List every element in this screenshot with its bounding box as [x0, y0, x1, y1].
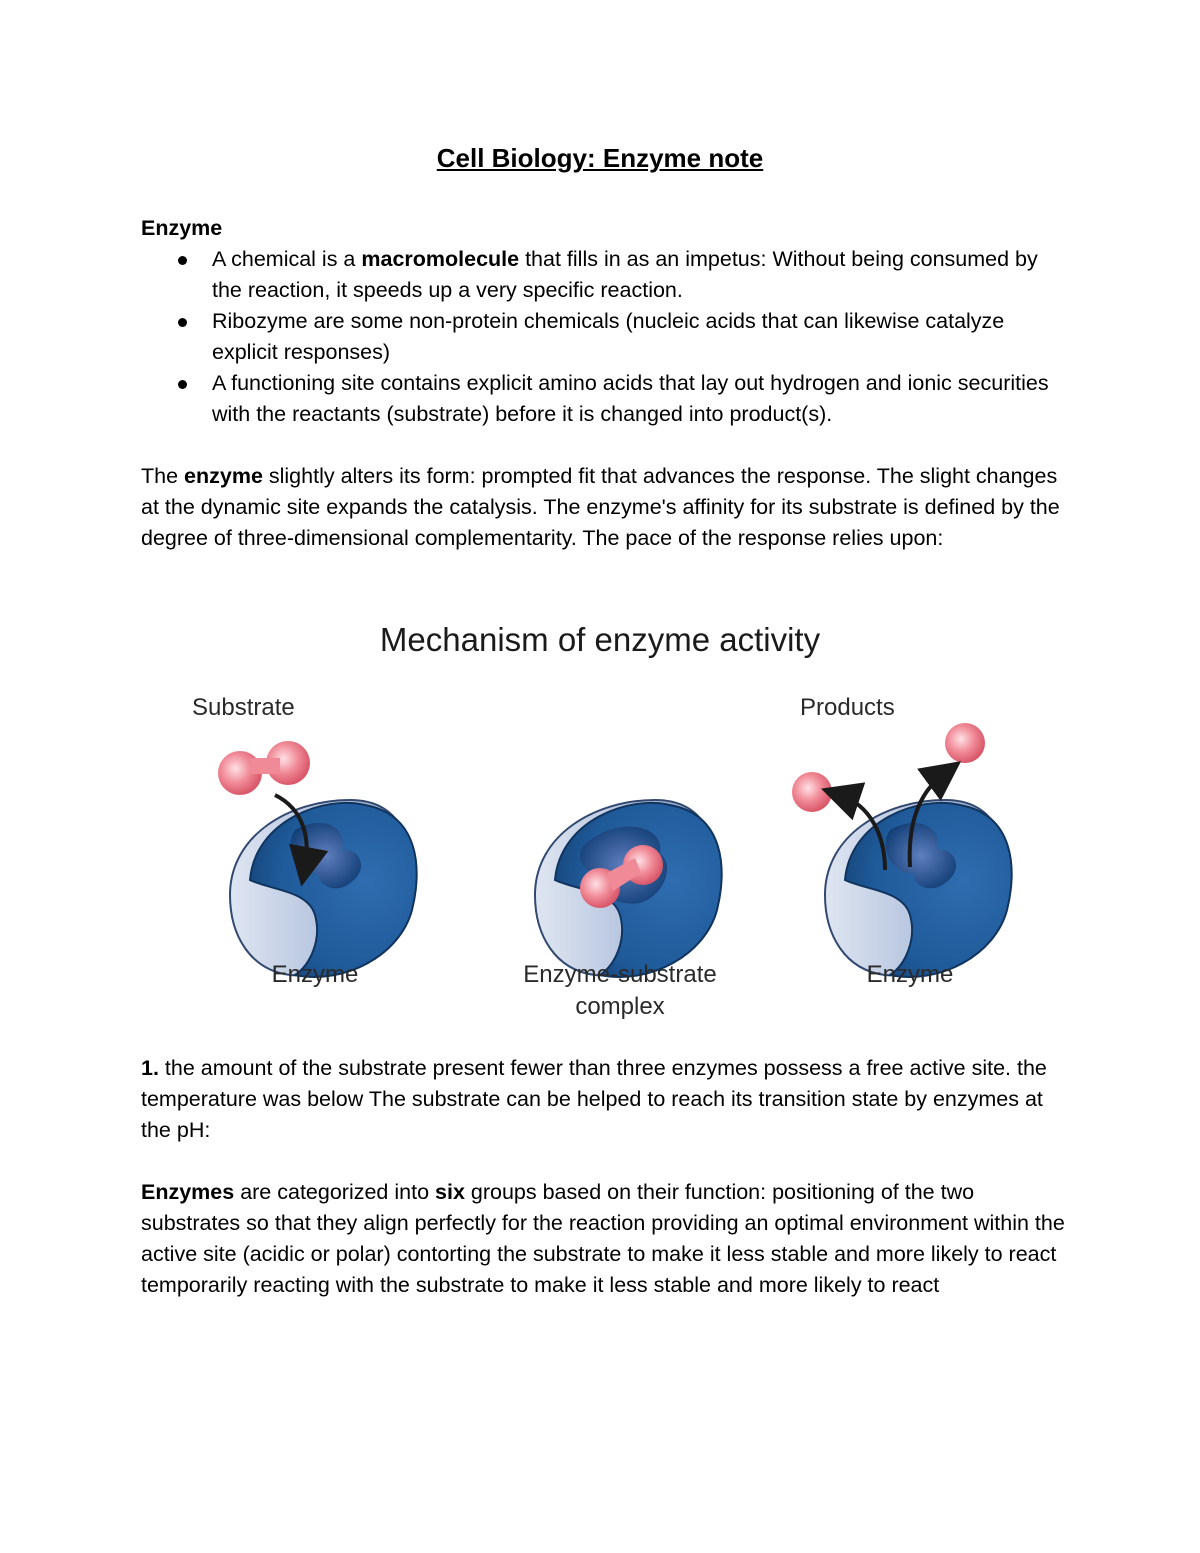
label-enzyme-left: Enzyme — [271, 961, 359, 988]
bullet-text: Ribozyme are some non-protein chemicals (nucleic acids that can likewise catalyze explicit responses) — [212, 309, 1005, 364]
product-molecules — [792, 723, 985, 812]
list-item — [141, 368, 1061, 430]
page-title: Cell Biology: Enzyme note — [436, 143, 764, 173]
paragraph-bold-term: 1. — [141, 1056, 159, 1080]
list-item — [141, 244, 1061, 306]
paragraph-text: The — [141, 464, 185, 488]
paragraph-bold-term: enzyme — [184, 464, 263, 488]
label-complex-line2: complex — [575, 993, 665, 1020]
label-products: Products — [800, 694, 895, 721]
bullet-icon — [178, 380, 187, 389]
enzyme-mechanism-figure — [150, 605, 1050, 1035]
bullet-icon — [178, 256, 187, 265]
label-enzyme-right: Enzyme — [866, 961, 954, 988]
bullet-bold-term: macromolecule — [361, 247, 520, 271]
paragraph-enzyme-fit — [141, 461, 1071, 554]
section-heading: Enzyme — [141, 216, 223, 240]
paragraph-bold-term: Enzymes — [141, 1180, 235, 1204]
bullet-list — [141, 244, 1061, 430]
paragraph-text: the amount of the substrate present fewer than three enzymes possess a free active site. the temperature was below The substrate can be helped to reach its transition state by enzymes at the pH: — [141, 1056, 1047, 1142]
bullet-text: A functioning site contains explicit amino acids that lay out hydrogen and ionic securities with the reactants (substrate) before it is changed into product(s). — [212, 371, 1049, 426]
enzyme-left-shape — [230, 800, 417, 977]
paragraph-text: are categorized into — [234, 1180, 436, 1204]
paragraph-enzyme-groups — [141, 1177, 1071, 1301]
substrate-molecule — [218, 741, 310, 795]
label-substrate: Substrate — [192, 694, 295, 721]
label-complex-line1: Enzyme-substrate — [523, 961, 717, 988]
figure-title: Mechanism of enzyme activity — [379, 621, 821, 658]
enzyme-right-shape — [825, 800, 1012, 977]
paragraph-bold-term: six — [435, 1180, 465, 1204]
bullet-icon — [178, 318, 187, 327]
list-item — [141, 306, 1061, 368]
enzyme-substrate-complex-shape — [535, 800, 722, 977]
bullet-text-pre: A chemical is a — [212, 247, 362, 271]
paragraph-text: groups based on their function: positioning of the two substrates so that they align perfectly for the reaction providing an optimal environment within the active site (acidic or polar) contorting the substrate to make it less stable and more likely to react temporarily reacting with the substrate to make it less stable and more likely to react — [141, 1180, 1065, 1297]
bullet-text-post: that fills in as an impetus: Without being consumed by the reaction, it speeds up a very specific reaction. — [212, 247, 1038, 302]
paragraph-rate-factors — [141, 1053, 1071, 1146]
paragraph-text: slightly alters its form: prompted fit that advances the response. The slight changes at the dynamic site expands the catalysis. The enzyme's affinity for its substrate is defined by the degree of three-dimensional complementarity. The pace of the response relies upon: — [141, 464, 1060, 550]
